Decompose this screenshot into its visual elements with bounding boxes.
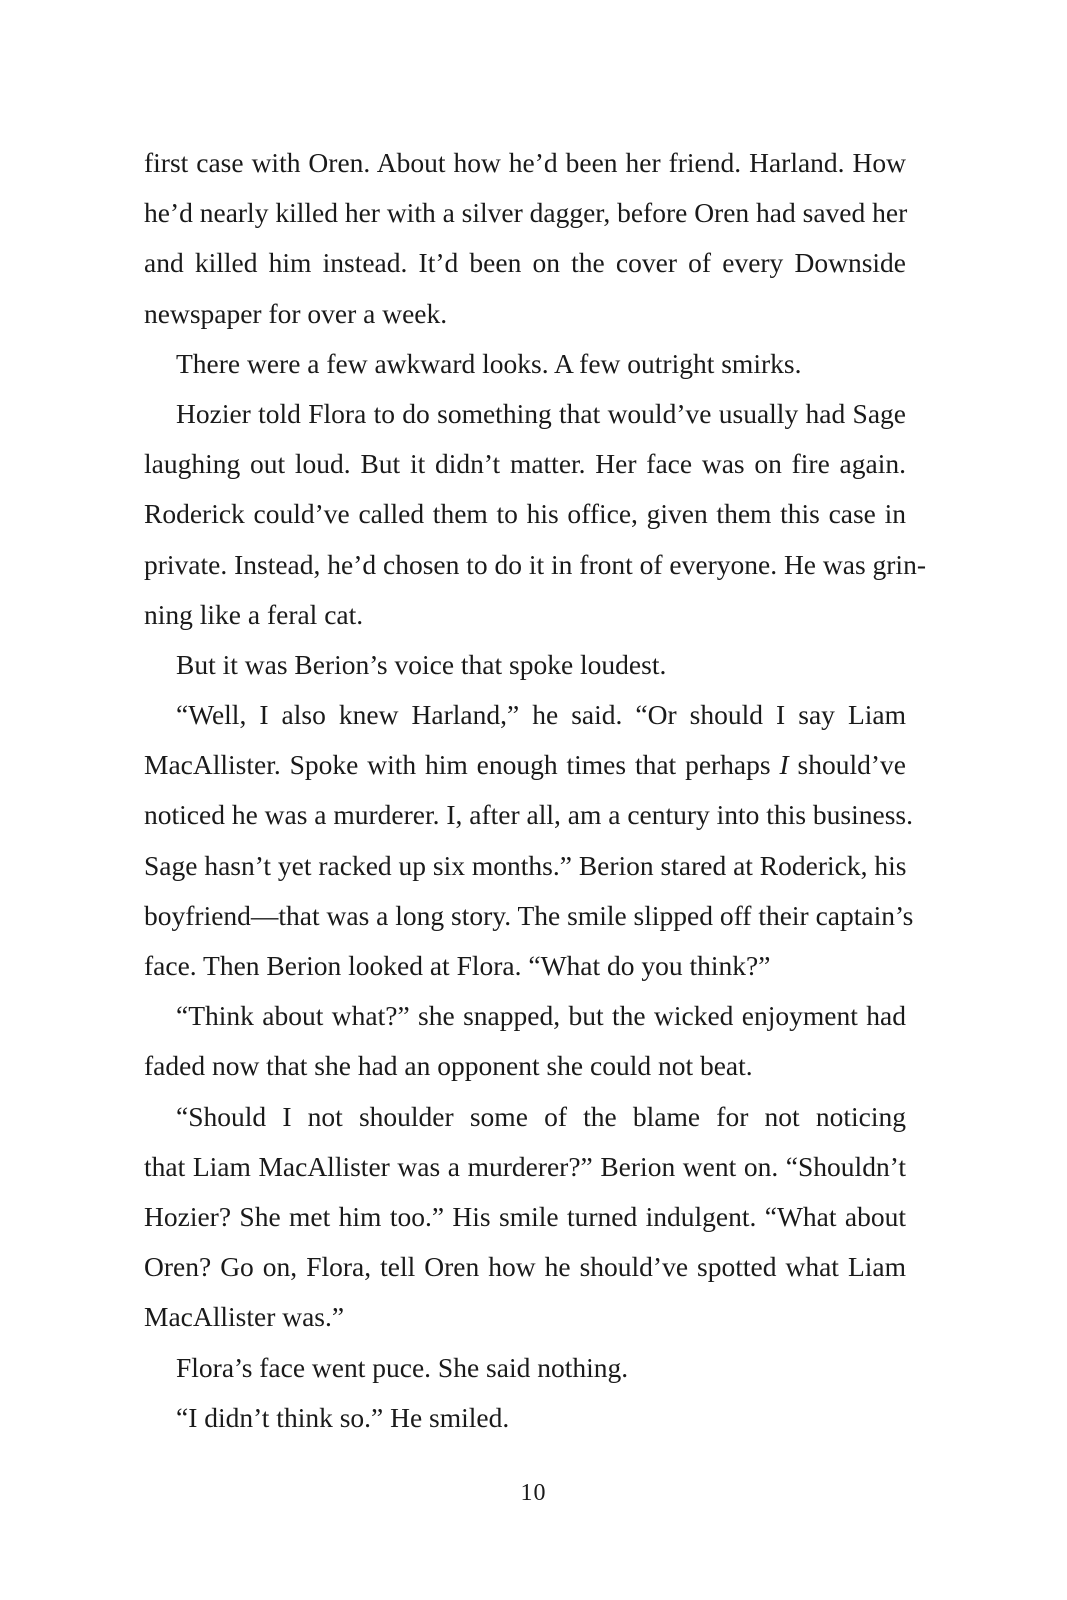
text-line: MacAllister was.” bbox=[144, 1301, 345, 1333]
text-line: private. Instead, he’d chosen to do it in front of everyone. He was grin- bbox=[144, 548, 926, 580]
text-line: he’d nearly killed her with a silver dagger, before Oren had saved her bbox=[144, 197, 908, 229]
body-text bbox=[144, 138, 926, 1443]
text-line: Sage hasn’t yet racked up six months.” Berion stared at Roderick, his bbox=[144, 849, 907, 881]
text-line: ning like a feral cat. bbox=[144, 598, 364, 630]
page-number: 10 bbox=[520, 1480, 547, 1506]
text-line: “Should I not shoulder some of the blame for not noticing bbox=[176, 1100, 906, 1132]
text-line: faded now that she had an opponent she could not beat. bbox=[144, 1050, 753, 1082]
text-line: that Liam MacAllister was a murderer?” Berion went on. “Shouldn’t bbox=[144, 1150, 906, 1182]
text-line: Hozier told Flora to do something that would’ve usually had Sage bbox=[176, 397, 906, 429]
text-line: Hozier? She met him too.” His smile turned indulgent. “What about bbox=[144, 1200, 906, 1232]
text-line: MacAllister. Spoke with him enough times that perhaps I should’ve bbox=[144, 749, 906, 781]
text-line: laughing out loud. But it didn’t matter. Her face was on fire again. bbox=[144, 448, 906, 480]
italic-emphasis: I bbox=[779, 749, 789, 781]
text-line: and killed him instead. It’d been on the cover of every Downside bbox=[144, 247, 906, 279]
text-line: newspaper for over a week. bbox=[144, 297, 448, 329]
text-line: Flora’s face went puce. She said nothing. bbox=[176, 1351, 629, 1383]
text-line: Oren? Go on, Flora, tell Oren how he should’ve spotted what Liam bbox=[144, 1251, 906, 1283]
text-line: “I didn’t think so.” He smiled. bbox=[176, 1401, 510, 1433]
text-line: “Well, I also knew Harland,” he said. “Or should I say Liam bbox=[176, 699, 906, 731]
text-line: face. Then Berion looked at Flora. “What do you think?” bbox=[144, 950, 771, 981]
text-line: boyfriend—that was a long story. The smile slipped off their captain’s bbox=[144, 899, 914, 931]
text-line: There were a few awkward looks. A few outright smirks. bbox=[176, 347, 802, 379]
text-line: noticed he was a murderer. I, after all, am a century into this business. bbox=[144, 799, 913, 831]
text-line: “Think about what?” she snapped, but the wicked enjoyment had bbox=[176, 1000, 906, 1032]
text-line: But it was Berion’s voice that spoke loudest. bbox=[176, 648, 667, 680]
text-line: first case with Oren. About how he’d been her friend. Harland. How bbox=[144, 147, 906, 178]
text-line: Roderick could’ve called them to his office, given them this case in bbox=[144, 498, 906, 530]
